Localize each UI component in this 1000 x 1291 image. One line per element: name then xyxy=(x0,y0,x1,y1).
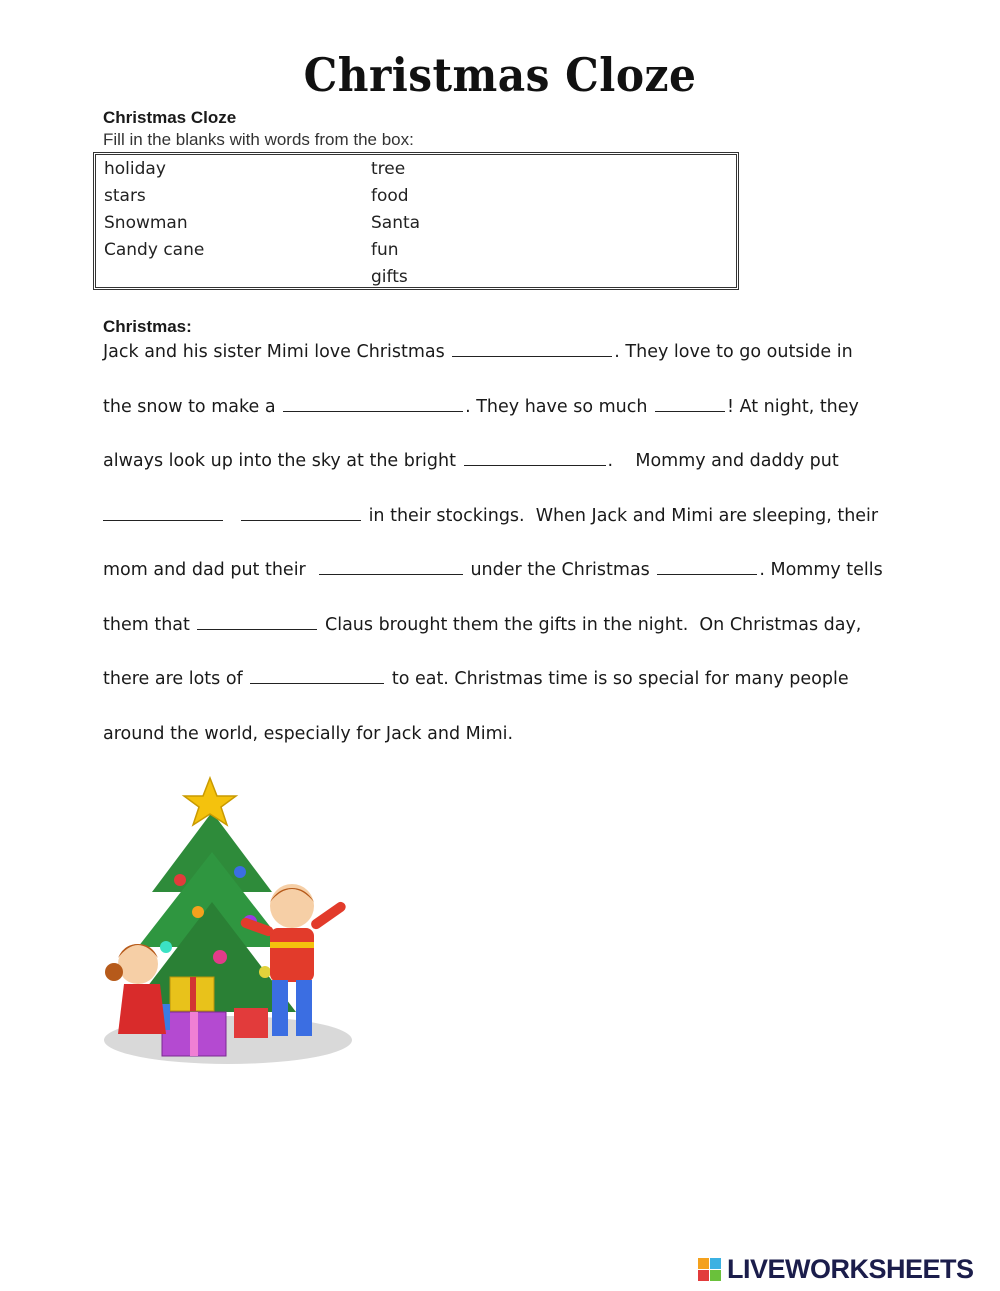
story-text: around the world, especially for Jack and Mimi. xyxy=(103,724,514,744)
blank-2[interactable] xyxy=(283,397,463,412)
word-holiday: holiday xyxy=(104,159,166,179)
blank-4[interactable] xyxy=(464,451,606,466)
story-text: . They love to go outside in xyxy=(614,342,853,362)
story-text: in their stockings. When Jack and Mimi are sleeping, their xyxy=(363,506,879,526)
ornament xyxy=(192,906,204,918)
boy-shirt xyxy=(270,928,314,982)
blank-5[interactable] xyxy=(103,506,223,521)
banner-title: Christmas Cloze xyxy=(303,48,697,102)
blank-1[interactable] xyxy=(452,342,612,357)
story-text: to eat. Christmas time is so special for many people xyxy=(386,669,849,689)
blank-8[interactable] xyxy=(657,560,757,575)
ornament xyxy=(259,966,271,978)
story-text: ! At night, they xyxy=(727,397,859,417)
story-line-2 xyxy=(103,397,859,417)
ornament xyxy=(234,866,246,878)
story-line-7 xyxy=(103,669,849,689)
story-text: there are lots of xyxy=(103,669,249,689)
blank-10[interactable] xyxy=(250,669,384,684)
liveworksheets-logo-icon xyxy=(698,1258,721,1281)
story-line-4 xyxy=(103,506,878,526)
instructions: Fill in the blanks with words from the box: xyxy=(103,130,414,149)
word-gifts: gifts xyxy=(371,267,408,287)
brand-name: LIVEWORKSHEETS xyxy=(727,1254,974,1284)
story-line-1 xyxy=(103,342,853,362)
blank-7[interactable] xyxy=(319,560,463,575)
blank-3[interactable] xyxy=(655,397,725,412)
story-text: the snow to make a xyxy=(103,397,282,417)
word-fun: fun xyxy=(371,240,399,260)
gift-red xyxy=(234,1008,268,1038)
word-box xyxy=(93,152,739,290)
story-text: under the Christmas xyxy=(464,560,656,580)
girl-dress xyxy=(118,984,166,1034)
word-stars: stars xyxy=(104,186,146,206)
blank-6[interactable] xyxy=(241,506,361,521)
ornament xyxy=(213,950,227,964)
blank-9[interactable] xyxy=(197,615,317,630)
story-text: them that xyxy=(103,615,196,635)
story-text: . They have so much xyxy=(465,397,654,417)
story-text: Jack and his sister Mimi love Christmas xyxy=(103,342,451,362)
footer-logo xyxy=(698,1254,974,1285)
story-text: Claus brought them the gifts in the night. On Christmas day, xyxy=(319,615,862,635)
word-snowman: Snowman xyxy=(104,213,188,233)
story-text: mom and dad put their xyxy=(103,560,317,580)
story-text: . Mommy and daddy put xyxy=(607,451,839,471)
ornament xyxy=(160,941,172,953)
word-tree: tree xyxy=(371,159,406,179)
story-line-8 xyxy=(103,724,513,744)
boy-pants xyxy=(272,980,288,1036)
christmas-tree-kids-illustration xyxy=(100,772,360,1072)
boy-head xyxy=(270,884,314,928)
story-text: always look up into the sky at the bright xyxy=(103,451,462,471)
word-food: food xyxy=(371,186,409,206)
story-title: Christmas: xyxy=(103,317,192,336)
word-candy-cane: Candy cane xyxy=(104,240,205,260)
story-line-6 xyxy=(103,615,861,635)
word-santa: Santa xyxy=(371,213,421,233)
story-line-5 xyxy=(103,560,883,580)
ornament xyxy=(174,874,186,886)
worksheet-heading: Christmas Cloze xyxy=(103,108,237,127)
story-line-3 xyxy=(103,451,839,471)
story-text: . Mommy tells xyxy=(759,560,883,580)
